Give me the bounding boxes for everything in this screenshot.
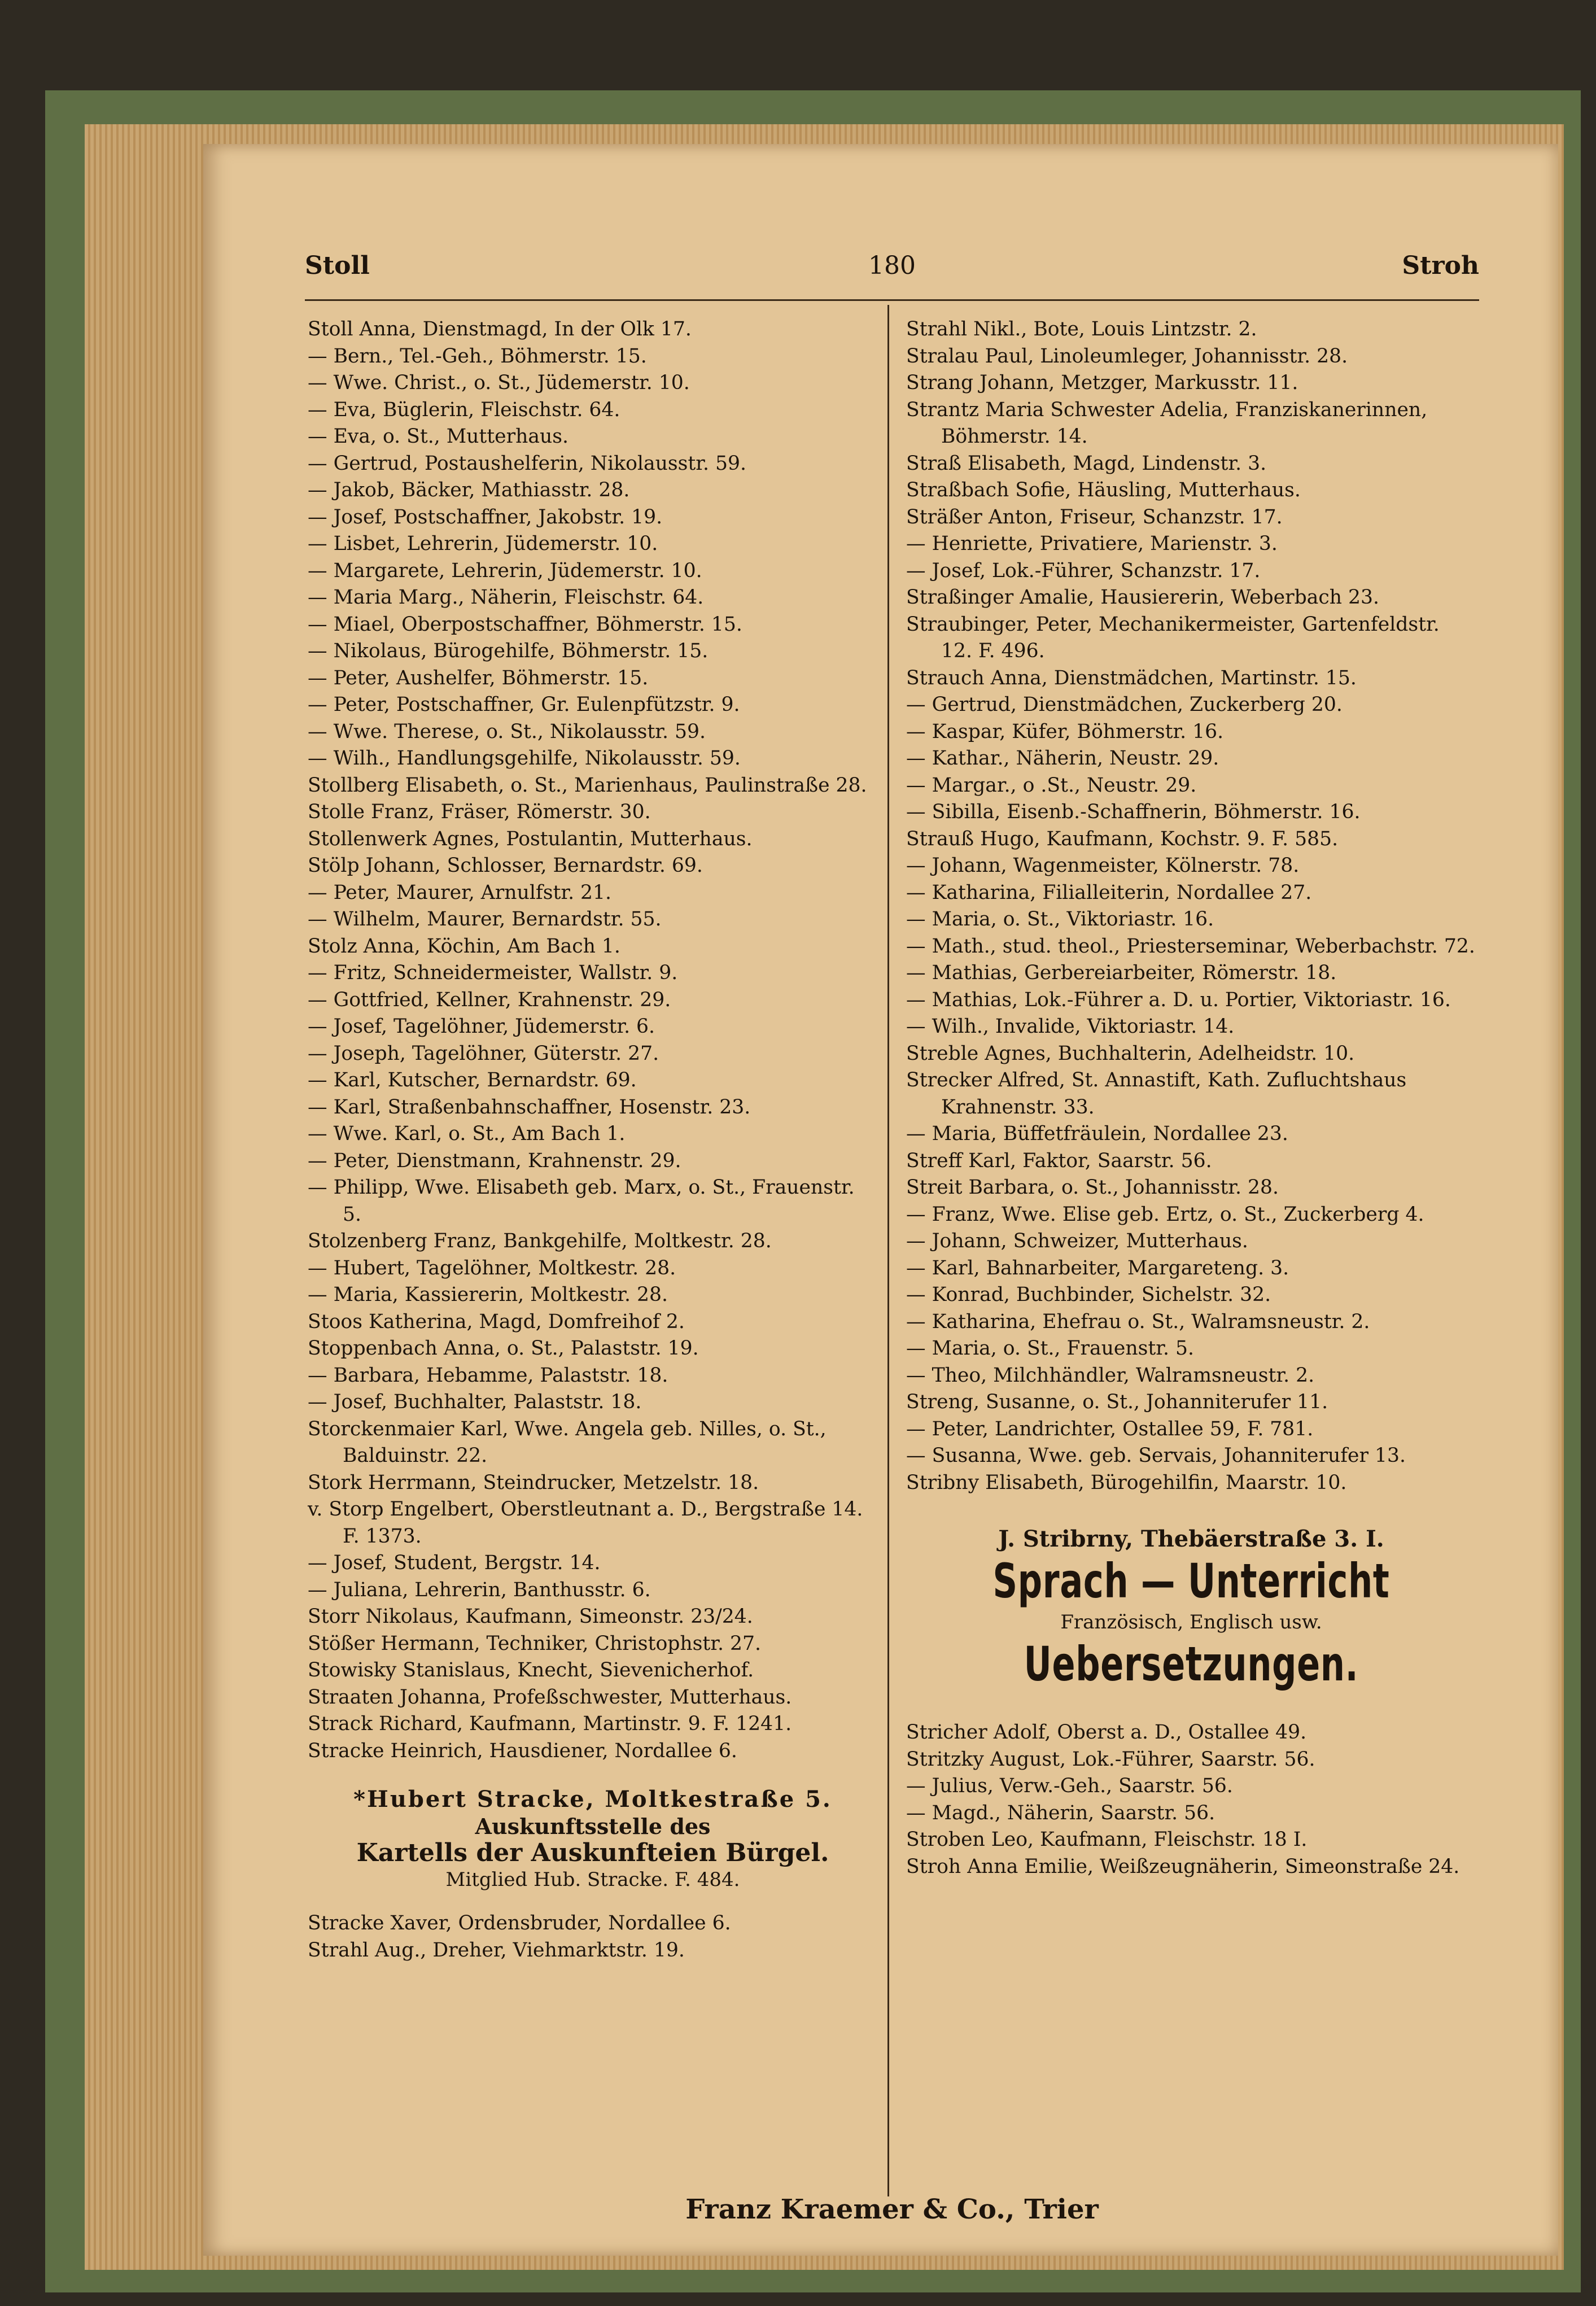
directory-entry: Strauß Hugo, Kaufmann, Kochstr. 9. F. 585. (906, 827, 1339, 850)
directory-entry: Strahl Aug., Dreher, Viehmarktstr. 19. (308, 1938, 685, 1962)
directory-entry: — Mathias, Lok.-Führer a. D. u. Portier, Viktoriastr. 16. (906, 988, 1451, 1011)
directory-entry: Straubinger, Peter, Mechanikermeister, Gartenfeldstr. 12. F. 496. (906, 613, 1440, 662)
ad2-line-1: J. Stribrny, Thebäerstraße 3. I. (998, 1526, 1384, 1552)
ad-line-4: Mitglied Hub. Stracke. F. 484. (445, 1868, 740, 1891)
directory-entry: — Wwe. Karl, o. St., Am Bach 1. (308, 1123, 626, 1145)
directory-entry: — Maria, o. St., Viktoriastr. 16. (906, 908, 1214, 931)
directory-entry: — Eva, Büglerin, Fleischstr. 64. (308, 398, 620, 421)
directory-entry: Stralau Paul, Linoleumleger, Johannisstr. 28. (906, 344, 1348, 368)
directory-entry: — Jakob, Bäcker, Mathiasstr. 28. (308, 479, 630, 501)
directory-entry: v. Storp Engelbert, Oberstleutnant a. D., Bergstraße 14. F. 1373. (308, 1498, 863, 1548)
ad2-line-4: Uebersetzungen. (1024, 1636, 1359, 1692)
directory-entry: — Eva, o. St., Mutterhaus. (308, 425, 569, 448)
directory-entry: — Josef, Lok.-Führer, Schanzstr. 17. (906, 559, 1261, 582)
directory-entry: Stolzenberg Franz, Bankgehilfe, Moltkestr. 28. (308, 1230, 772, 1252)
header-rule (305, 299, 1479, 301)
directory-entry: — Kathar., Näherin, Neustr. 29. (906, 747, 1219, 770)
directory-entry: Straaten Johanna, Profeßschwester, Mutterhaus. (308, 1685, 792, 1709)
directory-entry: Strantz Maria Schwester Adelia, Franziskanerinnen, Böhmerstr. 14. (906, 398, 1428, 448)
directory-entry: — Fritz, Schneidermeister, Wallstr. 9. (308, 962, 678, 984)
directory-entry: Stolle Franz, Fräser, Römerstr. 30. (308, 801, 651, 823)
directory-entry: — Franz, Wwe. Elise geb. Ertz, o. St., Zuckerberg 4. (906, 1203, 1424, 1226)
directory-entry: Stölp Johann, Schlosser, Bernardstr. 69. (308, 854, 703, 877)
stracke-advertisement (308, 1786, 878, 1893)
directory-entry: Stritzky August, Lok.-Führer, Saarstr. 56. (906, 1748, 1315, 1771)
directory-entry: — Philipp, Wwe. Elisabeth geb. Marx, o. St., Frauenstr. 5. (308, 1176, 855, 1226)
directory-entry: Strahl Nikl., Bote, Louis Lintzstr. 2. (906, 318, 1257, 340)
page-number: 180 (868, 251, 916, 280)
directory-entry: — Joseph, Tagelöhner, Güterstr. 27. (308, 1042, 659, 1065)
directory-entry: — Magd., Näherin, Saarstr. 56. (906, 1801, 1215, 1824)
directory-entry: — Julius, Verw.-Geh., Saarstr. 56. (906, 1775, 1233, 1797)
directory-entry: Stollberg Elisabeth, o. St., Marienhaus, Paulinstraße 28. (308, 774, 867, 797)
directory-entry: — Wwe. Christ., o. St., Jüdemerstr. 10. (308, 372, 690, 394)
header-right-keyword: Stroh (1402, 251, 1479, 280)
directory-entry: Strack Richard, Kaufmann, Martinstr. 9. F. 1241. (308, 1713, 792, 1735)
directory-entry: — Wwe. Therese, o. St., Nikolausstr. 59. (308, 720, 706, 743)
directory-entry: — Karl, Kutscher, Bernardstr. 69. (308, 1069, 637, 1091)
directory-entry: — Gertrud, Dienstmädchen, Zuckerberg 20. (906, 693, 1343, 716)
directory-entry: — Josef, Tagelöhner, Jüdemerstr. 6. (308, 1015, 655, 1038)
directory-entry: Streble Agnes, Buchhalterin, Adelheidstr. 10. (906, 1042, 1355, 1065)
publisher-footer: Franz Kraemer & Co., Trier (685, 2194, 1099, 2225)
directory-entry: — Margar., o .St., Neustr. 29. (906, 774, 1197, 797)
directory-entry: Stoos Katherina, Magd, Domfreihof 2. (308, 1310, 685, 1333)
directory-entry: — Josef, Postschaffner, Jakobstr. 19. (308, 505, 663, 529)
directory-entry: — Wilh., Handlungsgehilfe, Nikolausstr. 59. (308, 747, 741, 770)
directory-entry: Stribny Elisabeth, Bürogehilfin, Maarstr. 10. (906, 1471, 1347, 1494)
directory-entry: — Sibilla, Eisenb.-Schaffnerin, Böhmerstr. 16. (906, 801, 1361, 823)
directory-entry: — Bern., Tel.-Geh., Böhmerstr. 15. (308, 344, 647, 368)
directory-entry: Stoll Anna, Dienstmagd, In der Olk 17. (308, 318, 692, 340)
directory-entry: — Johann, Wagenmeister, Kölnerstr. 78. (906, 854, 1300, 877)
directory-entry: — Peter, Landrichter, Ostallee 59, F. 781. (906, 1417, 1314, 1440)
directory-entry: Strauch Anna, Dienstmädchen, Martinstr. 15. (906, 666, 1357, 689)
directory-entry: Stoppenbach Anna, o. St., Palaststr. 19. (308, 1337, 699, 1360)
directory-entry: — Miael, Oberpostschaffner, Böhmerstr. 15. (308, 613, 742, 636)
directory-entry: — Juliana, Lehrerin, Banthusstr. 6. (308, 1578, 651, 1601)
directory-entry: — Hubert, Tagelöhner, Moltkestr. 28. (308, 1256, 676, 1279)
running-header (305, 251, 1479, 296)
header-left-keyword: Stoll (305, 251, 370, 280)
ad-line-2: Auskunftsstelle des (475, 1813, 711, 1839)
directory-entry: — Josef, Buchhalter, Palaststr. 18. (308, 1391, 642, 1413)
right-entries (906, 316, 1476, 1496)
directory-entry: — Margarete, Lehrerin, Jüdemerstr. 10. (308, 559, 702, 582)
directory-entry: — Maria, o. St., Frauenstr. 5. (906, 1337, 1195, 1360)
directory-entry: Stricher Adolf, Oberst a. D., Ostallee 49. (906, 1721, 1307, 1744)
directory-entry: — Mathias, Gerbereiarbeiter, Römerstr. 18. (906, 962, 1337, 984)
ad-line-3: Kartells der Auskunfteien Bürgel. (356, 1838, 829, 1867)
column-divider (887, 305, 889, 2196)
right-column (906, 316, 1476, 1880)
directory-entry: — Maria Marg., Näherin, Fleischstr. 64. (308, 586, 704, 609)
directory-entry: — Peter, Maurer, Arnulfstr. 21. (308, 881, 612, 904)
directory-entry: Streff Karl, Faktor, Saarstr. 56. (906, 1149, 1212, 1172)
directory-entry: — Katharina, Ehefrau o. St., Walramsneustr. 2. (906, 1310, 1370, 1333)
directory-entry: — Karl, Straßenbahnschaffner, Hosenstr. 23. (308, 1095, 751, 1119)
directory-entry: Strecker Alfred, St. Annastift, Kath. Zufluchtshaus Krahnenstr. 33. (906, 1069, 1407, 1119)
directory-entry: Stroh Anna Emilie, Weißzeugnäherin, Simeonstraße 24. (906, 1855, 1460, 1878)
ad-line-1: *Hubert Stracke, Moltkestraße 5. (353, 1786, 832, 1813)
directory-entry: — Josef, Student, Bergstr. 14. (308, 1552, 601, 1574)
directory-entry: — Barbara, Hebamme, Palaststr. 18. (308, 1364, 668, 1387)
directory-entry: Sträßer Anton, Friseur, Schanzstr. 17. (906, 505, 1283, 529)
directory-entry: Straßbach Sofie, Häusling, Mutterhaus. (906, 479, 1301, 501)
directory-entry: Stracke Xaver, Ordensbruder, Nordallee 6. (308, 1912, 731, 1934)
directory-entry: Stracke Heinrich, Hausdiener, Nordallee 6. (308, 1739, 737, 1762)
left-entries (308, 316, 878, 1765)
directory-entry: — Peter, Aushelfer, Böhmerstr. 15. (308, 666, 649, 689)
ad2-line-2: Sprach — Unterricht (992, 1553, 1390, 1609)
directory-entry: Stork Herrmann, Steindrucker, Metzelstr. 18. (308, 1471, 759, 1494)
stribrny-advertisement (906, 1526, 1476, 1692)
directory-entry: — Math., stud. theol., Priesterseminar, Weberbachstr. 72. (906, 934, 1475, 958)
directory-entry: — Maria, Kassiererin, Moltkestr. 28. (308, 1283, 668, 1306)
left-column (308, 316, 878, 1964)
directory-entry: — Johann, Schweizer, Mutterhaus. (906, 1230, 1248, 1252)
left-entries-after (308, 1910, 878, 1964)
directory-entry: — Nikolaus, Bürogehilfe, Böhmerstr. 15. (308, 640, 709, 662)
directory-entry: — Susanna, Wwe. geb. Servais, Johanniterufer 13. (906, 1444, 1406, 1467)
directory-entry: — Gottfried, Kellner, Krahnenstr. 29. (308, 988, 671, 1011)
directory-entry: Storr Nikolaus, Kaufmann, Simeonstr. 23/24. (308, 1605, 753, 1628)
directory-entry: — Gertrud, Postaushelferin, Nikolausstr. 59. (308, 452, 746, 475)
directory-entry: — Maria, Büffetfräulein, Nordallee 23. (906, 1123, 1288, 1145)
directory-entry: — Wilh., Invalide, Viktoriastr. 14. (906, 1015, 1235, 1038)
ad2-line-3: Französisch, Englisch usw. (1060, 1610, 1322, 1634)
directory-entry: Stößer Hermann, Techniker, Christophstr. 27. (308, 1632, 762, 1655)
directory-entry: Stolz Anna, Köchin, Am Bach 1. (308, 934, 620, 958)
directory-entry: — Kaspar, Küfer, Böhmerstr. 16. (906, 720, 1224, 743)
book-page (203, 144, 1558, 2256)
directory-entry: — Karl, Bahnarbeiter, Margareteng. 3. (906, 1256, 1289, 1279)
directory-entry: — Henriette, Privatiere, Marienstr. 3. (906, 532, 1278, 555)
directory-entry: Stollenwerk Agnes, Postulantin, Mutterhaus. (308, 827, 753, 850)
directory-entry: — Wilhelm, Maurer, Bernardstr. 55. (308, 908, 662, 931)
directory-entry: Straßinger Amalie, Hausiererin, Weberbach 23. (906, 586, 1380, 609)
directory-entry: — Theo, Milchhändler, Walramsneustr. 2. (906, 1364, 1315, 1387)
directory-entry: Storckenmaier Karl, Wwe. Angela geb. Nilles, o. St., Balduinstr. 22. (308, 1417, 827, 1467)
directory-entry: — Katharina, Filialleiterin, Nordallee 27. (906, 881, 1312, 904)
directory-entry: — Peter, Postschaffner, Gr. Eulenpfützstr. 9. (308, 693, 740, 716)
directory-entry: Straß Elisabeth, Magd, Lindenstr. 3. (906, 452, 1267, 475)
directory-entry: — Peter, Dienstmann, Krahnenstr. 29. (308, 1149, 681, 1172)
directory-entry: Strang Johann, Metzger, Markusstr. 11. (906, 372, 1298, 394)
right-entries-after (906, 1719, 1476, 1880)
directory-entry: Streit Barbara, o. St., Johannisstr. 28. (906, 1176, 1279, 1199)
directory-entry: — Konrad, Buchbinder, Sichelstr. 32. (906, 1283, 1271, 1306)
directory-entry: Stowisky Stanislaus, Knecht, Sievenicherhof. (308, 1659, 754, 1682)
directory-entry: Streng, Susanne, o. St., Johanniterufer 11. (906, 1391, 1328, 1413)
directory-entry: — Lisbet, Lehrerin, Jüdemerstr. 10. (308, 532, 658, 555)
directory-entry: Stroben Leo, Kaufmann, Fleischstr. 18 I. (906, 1828, 1308, 1851)
